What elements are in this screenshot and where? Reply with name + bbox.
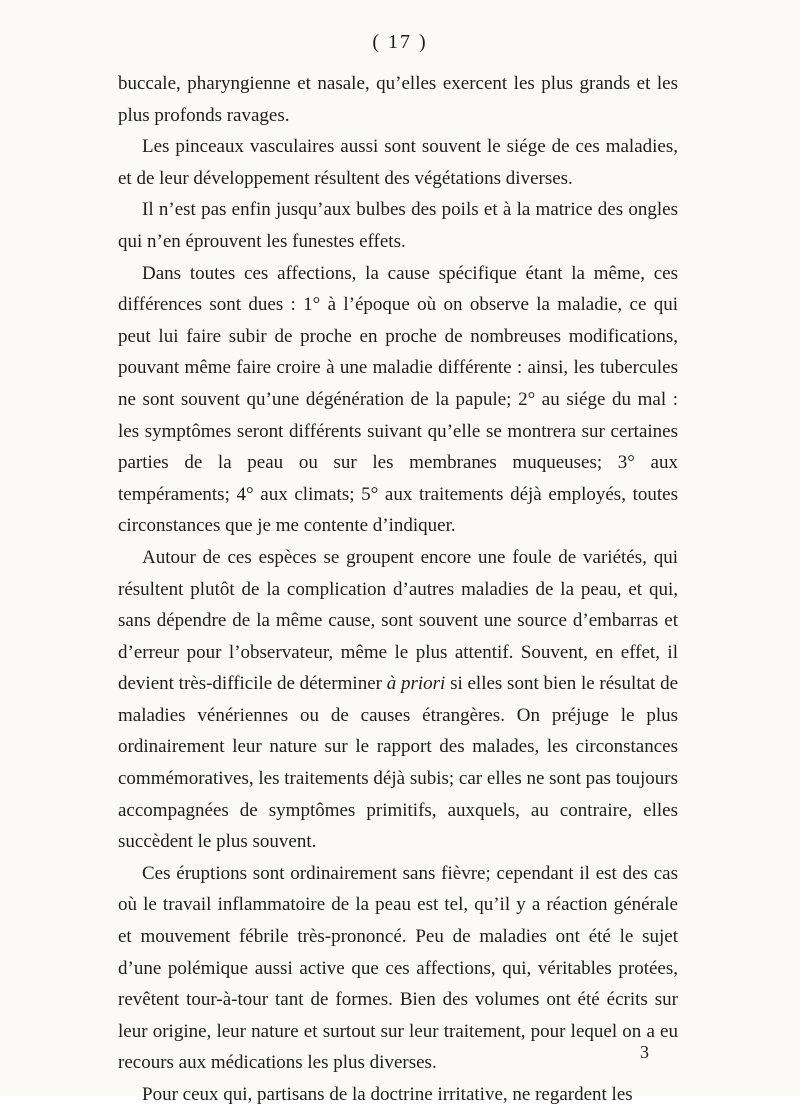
paragraph-5 (118, 542, 678, 858)
paragraph-5-italic-term: à priori (386, 673, 446, 695)
body-text (118, 68, 678, 1111)
paragraph-4: Dans toutes ces affections, la cause spécifique étant la même, ces différences sont dues : 1° à l’époque où on observe la maladie, ce qui peut lui faire subir de proche en proche de nombreuses modifications, pouvant même faire croire à une maladie différente : ainsi, les tubercules ne sont souvent qu’une dégénération de la papule; 2° au siége du mal : les symptômes seront différents suivant qu’elle se montrera sur certaines parties de la peau ou sur les membranes muqueuses; 3° aux tempéraments; 4° aux climats; 5° aux traitements déjà employés, toutes circonstances que je me contente d’indiquer. (118, 262, 678, 537)
paragraph-7: Pour ceux qui, partisans de la doctrine irritative, ne regardent les (142, 1084, 633, 1105)
paragraph-1: buccale, pharyngienne et nasale, qu’elles exercent les plus grands et les plus profonds ravages. (118, 73, 678, 126)
paragraph-2: Les pinceaux vasculaires aussi sont souvent le siége de ces maladies, et de leur développement résultent des végétations diverses. (118, 136, 678, 189)
paragraph-3: Il n’est pas enfin jusqu’aux bulbes des poils et à la matrice des ongles qui n’en éprouvent les funestes effets. (118, 199, 678, 252)
paragraph-5-text-before: Autour de ces espèces se groupent encore une foule de variétés, qui résultent plutôt de la complication d’autres maladies de la peau, et qui, sans dépendre de la même cause, sont souvent une source d’embarras et d’erreur pour l’observateur, même le plus attentif. Souvent, en effet, il devient très-difficile de déterminer (118, 546, 678, 695)
paragraph-5-text-after: si elles sont bien le résultat de maladies vénériennes ou de causes étrangères. On préjuge le plus ordinairement leur nature sur le rapport des malades, les circonstances commémoratives, les traitements déjà subis; car elles ne sont pas toujours accompagnées de symptômes primitifs, auxquels, au contraire, elles succèdent le plus souvent. (118, 673, 679, 853)
signature-mark: 3 (640, 1042, 649, 1062)
page-number: ( 17 ) (372, 31, 428, 53)
paragraph-6: Ces éruptions sont ordinairement sans fièvre; cependant il est des cas où le travail inflammatoire de la peau est tel, qu’il y a réaction générale et mouvement fébrile très-prononcé. Peu de maladies ont été le sujet d’une polémique aussi active que ces affections, qui, véritables protées, revêtent tour-à-tour tant de formes. Bien des volumes ont été écrits sur leur origine, leur nature et surtout sur leur traitement, pour lequel on a eu recours aux médications les plus diverses. (118, 862, 678, 1074)
